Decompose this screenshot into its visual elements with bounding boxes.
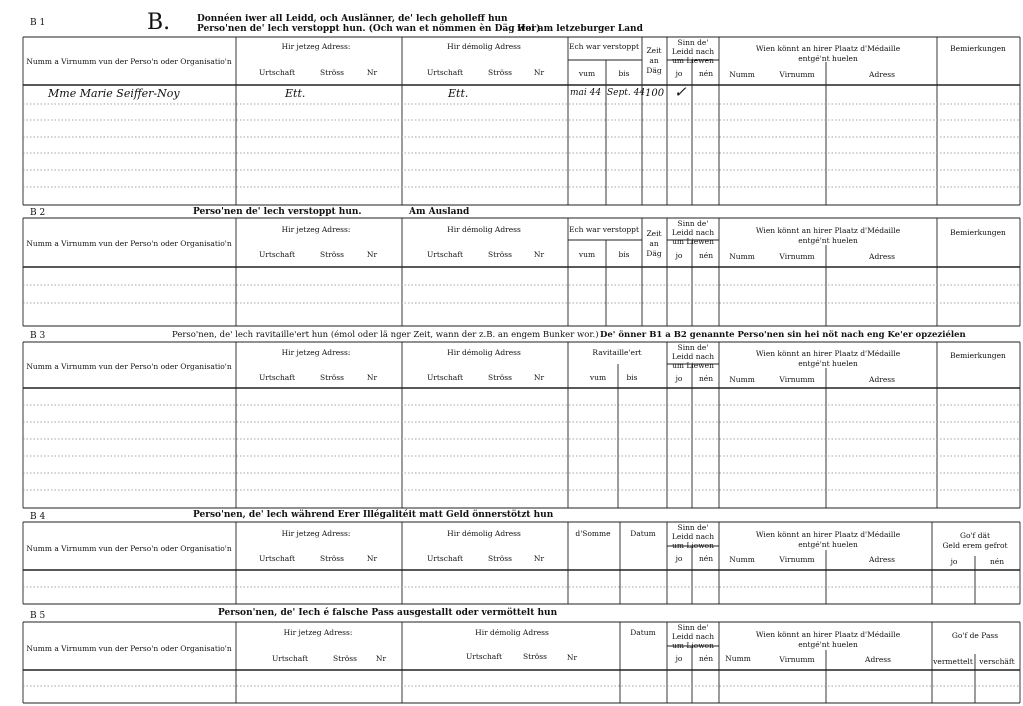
section-title-b2-right: Am Ausland: [409, 207, 470, 217]
sub-urtschaft: Urtschaft: [258, 250, 296, 259]
section-title-b3-right: De' önner B1 a B2 genannte Perso'nen sin hei nöt nach eng Ke'er opzeziélen: [600, 330, 966, 340]
sub-nen: nén: [698, 554, 714, 563]
sub-bis: bis: [618, 69, 630, 78]
col-hidden: Ech war verstoppt: [568, 225, 640, 234]
col-name-label: Numm a Virnumm vun der Perso'n oder Organisatio'n: [26, 644, 232, 653]
sub-nen: nén: [698, 374, 714, 383]
sub-urtschaft: Urtschaft: [258, 554, 296, 563]
section-title-b5: Person'nen, de' Iech é falsche Pass ausgestallt oder vermöttelt hun: [218, 608, 558, 618]
sub-adress: Adress: [869, 70, 895, 79]
entry-from: mai 44: [570, 88, 602, 98]
sub-urtschaft: Urtschaft: [426, 373, 464, 382]
col-ravitailleert: Ravitaille'ert: [592, 348, 642, 357]
sub-virnumm: Virnumm: [779, 70, 815, 79]
section-title-b1-right: Hei am letzeburger Land: [517, 24, 643, 34]
col-former-address: Hir démolig Adress: [447, 225, 521, 234]
section-title-b1-line1: Donnéen iwer all Leidd, och Auslänner, de' lech geholleff hun: [197, 14, 508, 24]
sub-nr: Nr: [533, 250, 545, 259]
sub-virnumm: Virnumm: [779, 375, 815, 384]
sub-jo: jo: [950, 557, 958, 566]
col-sinn-2: Leidd nach: [671, 228, 715, 237]
col-remarks: Bemierkungen: [950, 228, 1006, 237]
sub-stross: Ströss: [333, 654, 357, 663]
sub-urtschaft: Urtschaft: [426, 554, 464, 563]
sub-numm: Numm: [729, 70, 755, 79]
section-title-b3: Perso'nen, de' lech ravitaille'ert hun (émol oder lä nger Zeit, wann der z.B. an engem Bunker wor.): [172, 330, 599, 340]
entry-to: Sept. 44: [607, 88, 646, 98]
sub-stross: Ströss: [320, 373, 344, 382]
section-code-b1: B 1: [30, 18, 46, 28]
sub-adress: Adress: [869, 375, 895, 384]
sub-stross: Ströss: [320, 554, 344, 563]
col-wien-1: Wien könnt an hirer Plaatz d'Médaille: [755, 44, 901, 53]
sub-urtschaft: Urtschaft: [426, 68, 464, 77]
sub-numm: Numm: [729, 375, 755, 384]
section-code-b4: B 4: [30, 512, 46, 522]
sub-urtschaft: Urtschaft: [271, 654, 309, 663]
col-former-address: Hir démolig Adress: [447, 529, 521, 538]
col-current-address: Hir jetzeg Adress:: [281, 348, 351, 357]
sub-nr: Nr: [533, 68, 545, 77]
sub-stross: Ströss: [320, 250, 344, 259]
col-wien-2: entgé'nt huelen: [798, 640, 858, 649]
sub-urtschaft: Urtschaft: [465, 652, 503, 661]
col-zeit-3: Däg: [646, 66, 662, 75]
col-wien-1: Wien könnt an hirer Plaatz d'Médaille: [755, 630, 901, 639]
section-code-b3: B 3: [30, 331, 46, 341]
sub-nen: nén: [698, 69, 714, 78]
sub-bis: bis: [626, 373, 638, 382]
sub-stross: Ströss: [488, 250, 512, 259]
col-remarks: Bemierkungen: [950, 351, 1006, 360]
sub-nr: Nr: [366, 554, 378, 563]
col-name-label: Numm a Virnumm vun der Perso'n oder Organisatio'n: [26, 239, 232, 248]
col-sinn-3: um Liewen: [672, 641, 714, 650]
sub-nr: Nr: [533, 373, 545, 382]
sub-adress: Adress: [869, 555, 895, 564]
entry-alive-check: ✓: [674, 83, 687, 101]
sub-verschaft: verschäft: [979, 657, 1015, 666]
col-sinn-2: Leidd nach: [671, 532, 715, 541]
col-name-label: Numm a Virnumm vun der Perso'n oder Organisatio'n: [26, 362, 232, 371]
col-remarks: Bemierkungen: [950, 44, 1006, 53]
section-title-b2: Perso'nen de' lech verstoppt hun.: [193, 207, 362, 217]
sub-virnumm: Virnumm: [779, 555, 815, 564]
section-code-b2: B 2: [30, 208, 46, 218]
sub-adress: Adress: [869, 252, 895, 261]
col-gof-2: Geld erem gefrot: [942, 541, 1008, 550]
sub-adress: Adress: [865, 655, 891, 664]
sub-vum: vum: [589, 373, 607, 382]
sub-vum: vum: [578, 250, 596, 259]
sub-stross: Ströss: [320, 68, 344, 77]
col-datum: Datum: [630, 628, 656, 637]
section-title-b1-line2: Perso'nen de' lech verstoppt hun. (Och wan et nömmen èn Däg wor): [197, 24, 541, 34]
entry-current-town: Ett.: [285, 87, 306, 100]
sub-nen: nén: [989, 557, 1005, 566]
col-name-label: Numm a Virnumm vun der Perso'n oder Organisatio'n: [26, 544, 232, 553]
sub-numm: Numm: [725, 654, 751, 663]
col-wien-2: entgé'nt huelen: [798, 54, 858, 63]
sub-stross: Ströss: [488, 554, 512, 563]
col-wien-2: entgé'nt huelen: [798, 540, 858, 549]
sub-stross: Ströss: [488, 373, 512, 382]
col-wien-1: Wien könnt an hirer Plaatz d'Médaille: [755, 226, 901, 235]
sub-numm: Numm: [729, 252, 755, 261]
sub-jo: jo: [675, 251, 683, 260]
sub-urtschaft: Urtschaft: [258, 68, 296, 77]
sub-virnumm: Virnumm: [779, 252, 815, 261]
form-letter: B.: [147, 10, 171, 35]
col-sinn-3: um Liewen: [672, 361, 714, 370]
col-datum: Datum: [630, 529, 656, 538]
col-sinn-1: Sinn de': [677, 38, 709, 47]
entry-days: 100: [645, 88, 665, 99]
sub-jo: jo: [675, 69, 683, 78]
sub-jo: jo: [675, 654, 683, 663]
col-sinn-2: Leidd nach: [671, 632, 715, 641]
col-pass: Go'f de Pass: [951, 631, 999, 640]
col-sinn-3: um Liewen: [672, 237, 714, 246]
section-title-b4: Perso'nen, de' lech während Erer Illégalitéit matt Geld önnerstötzt hun: [193, 510, 554, 520]
sub-stross: Ströss: [523, 652, 547, 661]
col-sinn-1: Sinn de': [677, 623, 709, 632]
col-zeit-3: Däg: [646, 249, 662, 258]
col-hidden: Ech war verstoppt: [568, 42, 640, 51]
sub-nr: Nr: [366, 373, 378, 382]
sub-urtschaft: Urtschaft: [258, 373, 296, 382]
col-current-address: Hir jetzeg Adress:: [283, 628, 353, 637]
sub-nr: Nr: [366, 250, 378, 259]
col-former-address: Hir démolig Adress: [447, 42, 521, 51]
col-sinn-2: Leidd nach: [671, 47, 715, 56]
sub-virnumm: Virnumm: [779, 655, 815, 664]
entry-name: Mme Marie Seiffer-Noy: [48, 87, 180, 100]
col-sinn-3: um Liewen: [672, 56, 714, 65]
sub-stross: Ströss: [488, 68, 512, 77]
section-code-b5: B 5: [30, 611, 46, 621]
col-former-address: Hir démolig Adress: [475, 628, 549, 637]
sub-nr: Nr: [566, 653, 578, 662]
col-gof-1: Go'f dät: [959, 531, 991, 540]
col-wien-2: entgé'nt huelen: [798, 359, 858, 368]
sub-numm: Numm: [729, 555, 755, 564]
col-zeit-2: an: [649, 56, 659, 65]
col-zeit-1: Zeit: [646, 46, 662, 55]
sub-nr: Nr: [375, 654, 387, 663]
col-sinn-1: Sinn de': [677, 343, 709, 352]
col-current-address: Hir jetzeg Adress:: [281, 529, 351, 538]
sub-jo: jo: [675, 374, 683, 383]
sub-nr: Nr: [533, 554, 545, 563]
col-sinn-3: um Liewen: [672, 541, 714, 550]
col-wien-1: Wien könnt an hirer Plaatz d'Médaille: [755, 530, 901, 539]
sub-nr: Nr: [366, 68, 378, 77]
sub-vermettelt: vermettelt: [933, 657, 973, 666]
sub-bis: bis: [618, 250, 630, 259]
col-wien-1: Wien könnt an hirer Plaatz d'Médaille: [755, 349, 901, 358]
col-zeit-1: Zeit: [646, 229, 662, 238]
col-former-address: Hir démolig Adress: [447, 348, 521, 357]
col-zeit-2: an: [649, 239, 659, 248]
sub-vum: vum: [578, 69, 596, 78]
col-current-address: Hir jetzeg Adress:: [281, 225, 351, 234]
col-current-address: Hir jetzeg Adress:: [281, 42, 351, 51]
col-wien-2: entgé'nt huelen: [798, 236, 858, 245]
sub-nen: nén: [698, 654, 714, 663]
sub-urtschaft: Urtschaft: [426, 250, 464, 259]
entry-former-town: Ett.: [448, 87, 469, 100]
sub-nen: nén: [698, 251, 714, 260]
col-name-label: Numm a Virnumm vun der Perso'n oder Organisatio'n: [26, 57, 232, 66]
sub-jo: jo: [675, 554, 683, 563]
col-somme: d'Somme: [575, 529, 611, 538]
col-sinn-1: Sinn de': [677, 219, 709, 228]
col-sinn-1: Sinn de': [677, 523, 709, 532]
col-sinn-2: Leidd nach: [671, 352, 715, 361]
